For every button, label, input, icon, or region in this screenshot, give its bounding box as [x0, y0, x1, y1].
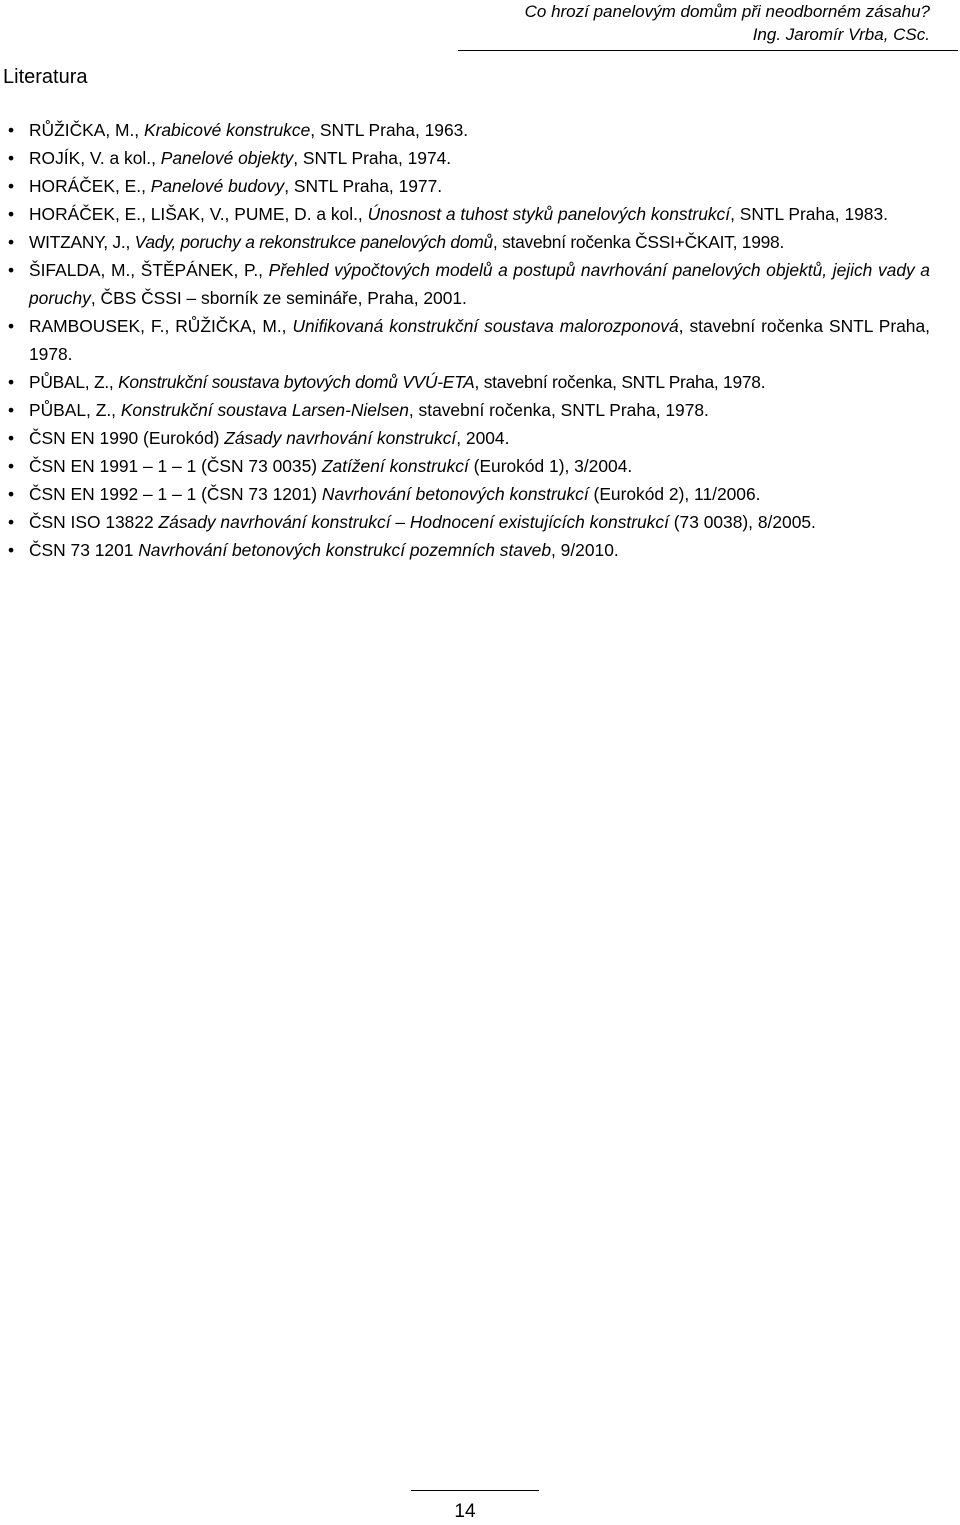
reference-authors: ROJÍK, V. a kol., — [29, 148, 161, 168]
reference-item — [0, 228, 930, 256]
reference-title: Konstrukční soustava Larsen-Nielsen — [120, 400, 409, 420]
running-header — [458, 0, 958, 51]
reference-title: Únosnost a tuhost styků panelových konstrukcí — [367, 204, 731, 224]
reference-authors: PŮBAL, Z., — [29, 372, 119, 392]
reference-title: Panelové budovy — [150, 176, 285, 196]
reference-details: (73 0038), 8/2005. — [668, 512, 816, 532]
reference-item — [0, 424, 930, 452]
reference-authors: ČSN 73 1201 — [29, 540, 139, 560]
header-title: Co hrozí panelovým domům při neodborném zásahu? — [524, 2, 930, 21]
reference-title: Zásady navrhování konstrukcí – Hodnocení existujících konstrukcí — [158, 512, 669, 532]
reference-details: , stavební ročenka, SNTL Praha, 1978. — [474, 372, 766, 392]
reference-authors: WITZANY, J., — [29, 232, 135, 252]
reference-details: , stavební ročenka ČSSI+ČKAIT, 1998. — [492, 232, 785, 252]
reference-title: Krabicové konstrukce — [143, 120, 311, 140]
reference-details: , SNTL Praha, 1983. — [730, 204, 888, 224]
bullet-icon: • — [8, 120, 15, 140]
reference-item — [0, 200, 930, 228]
reference-item — [0, 396, 930, 424]
reference-item — [0, 536, 930, 564]
reference-item — [0, 368, 930, 396]
reference-item — [0, 144, 930, 172]
reference-details: (Eurokód 2), 11/2006. — [588, 484, 761, 504]
reference-title: Navrhování betonových konstrukcí pozemních staveb — [138, 540, 552, 560]
reference-title: Panelové objekty — [160, 148, 294, 168]
reference-title: Zásady navrhování konstrukcí — [224, 428, 457, 448]
reference-details: , ČBS ČSSI – sborník ze semináře, Praha, 2001. — [90, 288, 467, 308]
reference-item — [0, 256, 930, 312]
reference-title: Vady, poruchy a rekonstrukce panelových domů — [134, 232, 493, 252]
bullet-icon: • — [8, 540, 15, 560]
section-heading: Literatura — [3, 66, 88, 88]
page-number: 14 — [454, 1501, 476, 1522]
reference-item — [0, 452, 930, 480]
reference-title: Unifikovaná konstrukční soustava malorozponová — [292, 316, 679, 336]
bullet-icon: • — [8, 260, 15, 280]
reference-item — [0, 116, 930, 144]
reference-authors: HORÁČEK, E., LIŠAK, V., PUME, D. a kol., — [29, 204, 368, 224]
footer-divider — [411, 1490, 539, 1491]
reference-item — [0, 172, 930, 200]
reference-authors: RAMBOUSEK, F., RŮŽIČKA, M., — [29, 316, 293, 336]
bullet-icon: • — [8, 484, 15, 504]
reference-item — [0, 508, 930, 536]
reference-details: , 2004. — [456, 428, 510, 448]
reference-title: Přehled výpočtových modelů a postupů navrhování panelových objektů, jejich vady a poruchy — [29, 260, 930, 308]
bullet-icon: • — [8, 372, 14, 392]
reference-authors: ČSN EN 1991 – 1 – 1 (ČSN 73 0035) — [29, 456, 322, 476]
reference-authors: ČSN EN 1990 (Eurokód) — [29, 428, 225, 448]
reference-details: , 9/2010. — [551, 540, 619, 560]
reference-list — [0, 116, 930, 564]
reference-authors: HORÁČEK, E., — [29, 176, 151, 196]
reference-item — [0, 480, 930, 508]
reference-title: Zatížení konstrukcí — [321, 456, 469, 476]
reference-details: , SNTL Praha, 1977. — [284, 176, 443, 196]
bullet-icon: • — [8, 176, 15, 196]
reference-details: , SNTL Praha, 1974. — [293, 148, 452, 168]
reference-authors: RŮŽIČKA, M., — [29, 120, 144, 140]
bullet-icon: • — [8, 400, 15, 420]
reference-details: , stavební ročenka, SNTL Praha, 1978. — [408, 400, 709, 420]
reference-authors: PŮBAL, Z., — [29, 400, 121, 420]
reference-details: , stavební ročenka SNTL Praha, 1978. — [29, 316, 930, 364]
reference-title: Konstrukční soustava bytových domů VVÚ-ETA — [118, 372, 475, 392]
reference-authors: ČSN ISO 13822 — [29, 512, 159, 532]
reference-authors: ŠIFALDA, M., ŠTĚPÁNEK, P., — [29, 260, 269, 280]
reference-details: (Eurokód 1), 3/2004. — [468, 456, 633, 476]
bullet-icon: • — [8, 148, 15, 168]
header-author: Ing. Jaromír Vrba, CSc. — [752, 25, 930, 44]
bullet-icon: • — [8, 232, 14, 252]
reference-title: Navrhování betonových konstrukcí — [321, 484, 589, 504]
bullet-icon: • — [8, 456, 15, 476]
bullet-icon: • — [8, 512, 15, 532]
reference-authors: ČSN EN 1992 – 1 – 1 (ČSN 73 1201) — [29, 484, 322, 504]
bullet-icon: • — [8, 204, 15, 224]
bullet-icon: • — [8, 316, 15, 336]
reference-details: , SNTL Praha, 1963. — [310, 120, 469, 140]
bullet-icon: • — [8, 428, 15, 448]
reference-item — [0, 312, 930, 368]
